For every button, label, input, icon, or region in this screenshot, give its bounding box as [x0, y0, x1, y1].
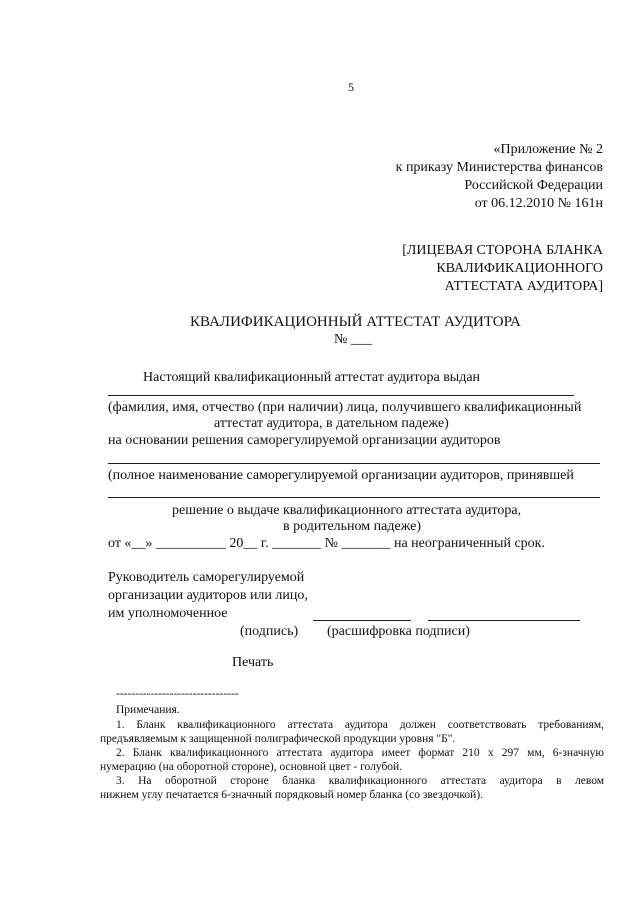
appendix-line: от 06.12.2010 № 161н: [474, 196, 603, 211]
appendix-line: к приказу Министерства финансов: [395, 160, 603, 175]
recipient-line: [108, 395, 574, 396]
stamp-label: Печать: [232, 655, 274, 670]
sign-label: (подпись): [240, 624, 299, 639]
note-item: 3. На оборотной стороне бланка квалификационного аттестата аудитора в левом: [116, 775, 604, 787]
recipient-hint: аттестат аудитора, в дательном падеже): [214, 416, 449, 431]
appendix-line: Российской Федерации: [464, 178, 603, 193]
note-item: предъявляемым к защищенной полиграфической продукции уровня "Б".: [100, 733, 456, 745]
note-item: 1. Бланк квалификационного аттестата аудитора должен соответствовать требованиям,: [116, 719, 604, 731]
recipient-hint: (фамилия, имя, отчество (при наличии) лица, получившего квалификационный: [108, 400, 582, 415]
appendix-line: «Приложение № 2: [493, 142, 603, 157]
side-note-line: АТТЕСТАТА АУДИТОРА]: [444, 279, 603, 294]
decode-label: (расшифровка подписи): [327, 624, 470, 639]
org-line: [108, 463, 600, 464]
note-item: 2. Бланк квалификационного аттестата аудитора имеет формат 210 х 297 мм, 6-значную: [116, 747, 604, 759]
date-line: от «__» __________ 20__ г. _______ № _______ на неограниченный срок.: [108, 536, 545, 551]
signature-line: [313, 620, 411, 621]
org-hint: (полное наименование саморегулируемой организации аудиторов, принявшей: [108, 468, 574, 483]
page-number: 5: [348, 80, 354, 94]
side-note-line: [ЛИЦЕВАЯ СТОРОНА БЛАНКА: [402, 243, 603, 258]
org-hint: в родительном падеже): [283, 519, 422, 534]
notes-heading: Примечания.: [116, 704, 180, 716]
note-item: нумерацию (на оборотной стороне), основной цвет - голубой.: [100, 761, 403, 773]
signer-line: им уполномоченное: [108, 606, 228, 621]
side-note-line: КВАЛИФИКАЦИОННОГО: [436, 261, 603, 276]
issued-text: Настоящий квалификационный аттестат аудитора выдан: [143, 370, 481, 385]
note-item: нижнем углу печатается 6-значный порядковый номер бланка (со звездочкой).: [100, 789, 484, 801]
org-hint: решение о выдаче квалификационного аттестата аудитора,: [172, 503, 522, 518]
org-line: [108, 497, 600, 498]
signature-decode-line: [428, 620, 580, 621]
separator: --------------------------------: [116, 688, 239, 700]
document-title: КВАЛИФИКАЦИОННЫЙ АТТЕСТАТ АУДИТОРА: [190, 314, 521, 330]
basis-text: на основании решения саморегулируемой организации аудиторов: [108, 433, 501, 448]
signer-line: Руководитель саморегулируемой: [108, 570, 305, 585]
certificate-number: № ___: [334, 332, 372, 347]
signer-line: организации аудиторов или лицо,: [108, 588, 308, 603]
